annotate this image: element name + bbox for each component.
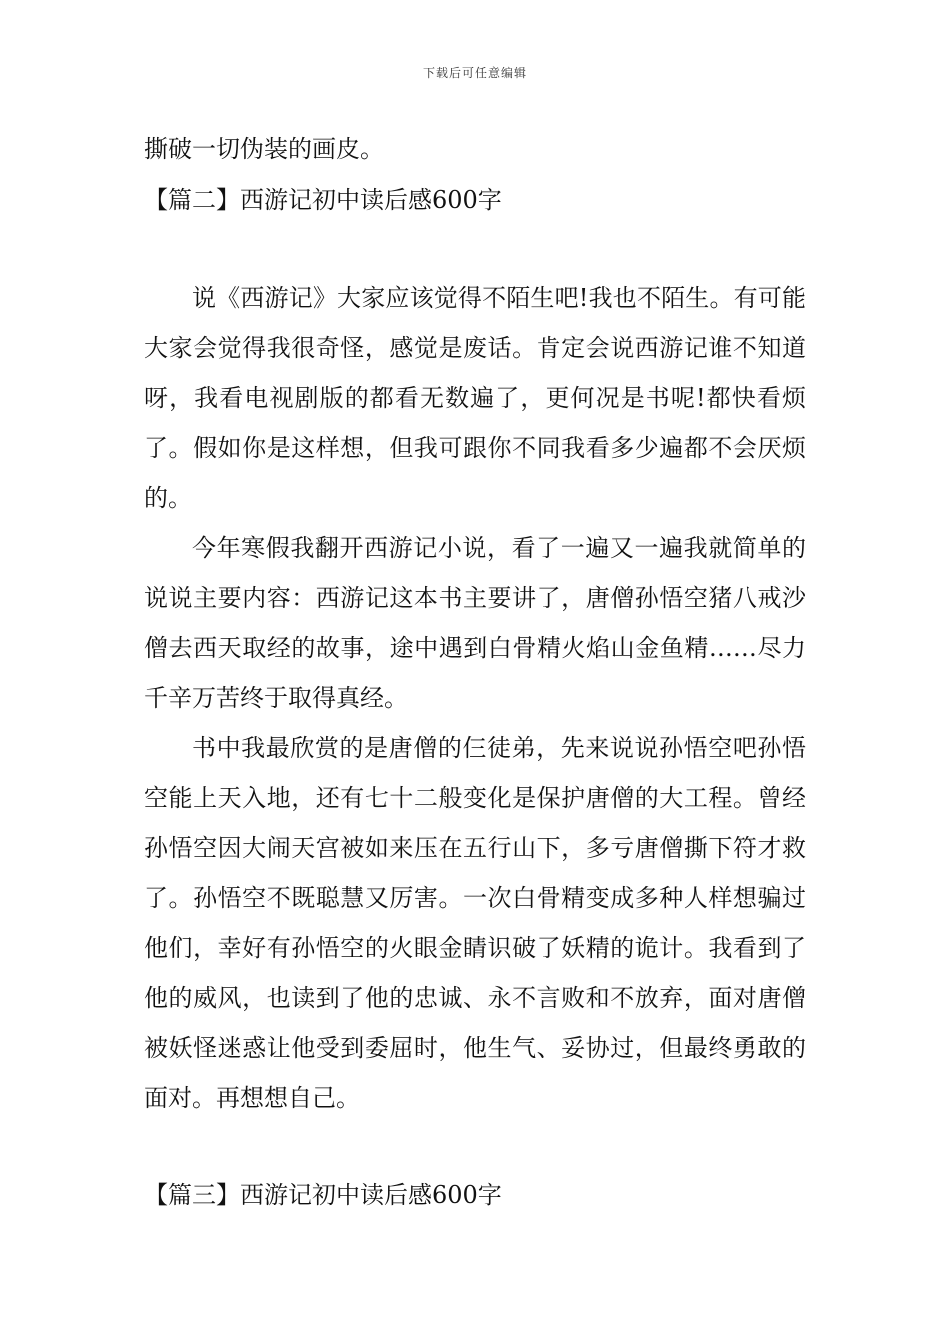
continuation-text: 撕破一切伪装的画皮。 <box>144 135 384 163</box>
paragraph-2: 今年寒假我翻开西游记小说，看了一遍又一遍我就简单的说说主要内容：西游记这本书主要讲了，唐僧孙悟空猪八戒沙僧去西天取经的故事，途中遇到白骨精火焰山金鱼精……尽力千辛万苦终于取得真经。 <box>144 534 806 712</box>
paragraph-3: 书中我最欣赏的是唐僧的仨徒弟，先来说说孙悟空吧孙悟空能上天入地，还有七十二般变化是保护唐僧的大工程。曾经孙悟空因大闹天宫被如来压在五行山下，多亏唐僧撕下符才救了。孙悟空不既聪慧又厉害。一次白骨精变成多种人样想骗过他们，幸好有孙悟空的火眼金睛识破了妖精的诡计。我看到了他的威风，也读到了他的忠诚、永不言败和不放弃，面对唐僧被妖怪迷惑让他受到委屈时，他生气、妥协过，但最终勇敢的面对。再想想自己。 <box>144 734 806 1112</box>
section-heading-2: 【篇二】西游记初中读后感600字 <box>144 186 502 214</box>
section-heading-3: 【篇三】西游记初中读后感600字 <box>144 1181 502 1209</box>
page-header: 下载后可任意编辑 <box>422 66 527 80</box>
paragraph-1: 说《西游记》大家应该觉得不陌生吧!我也不陌生。有可能大家会觉得我很奇怪，感觉是废话。肯定会说西游记谁不知道呀，我看电视剧版的都看无数遍了，更何况是书呢!都快看烦了。假如你是这样想，但我可跟你不同我看多少遍都不会厌烦的。 <box>144 284 806 512</box>
